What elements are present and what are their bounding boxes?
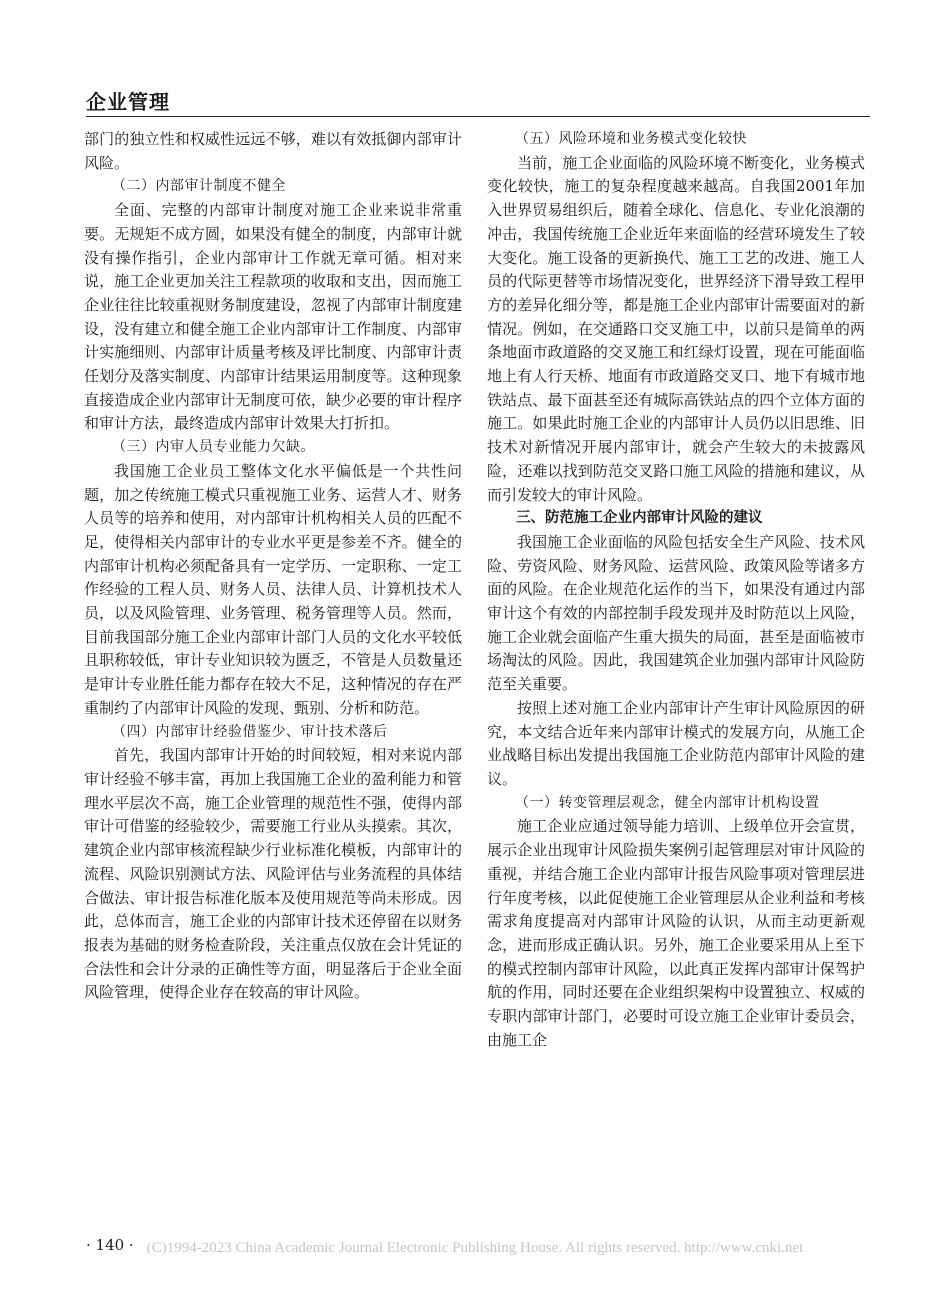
left-column	[84, 128, 462, 1005]
right-column	[487, 128, 865, 1052]
running-header	[86, 84, 870, 117]
section-heading: （一）转变管理层观念，健全内部审计机构设置	[515, 794, 820, 811]
page-number: · 140 ·	[86, 1236, 134, 1254]
paragraph: 全面、完整的内部审计制度对施工企业来说非常重要。无规矩不成方圆，如果没有健全的制度，内部审计就没有操作指引，企业内部审计工作就无章可循。相对来说，施工企业更加关注工程款项的收取和支出，因而施工企业往往比较重视财务制度建设，忽视了内部审计制度建设，没有建立和健全施工企业内部审计工作制度、内部审计实施细则、内部审计质量考核及评比制度、内部审计责任划分及落实制度、内部审计结果运用制度等。这种现象直接造成企业内部审计无制度可依，缺少必要的审计程序和审计方法，最终造成内部审计效果大打折扣。	[84, 201, 462, 433]
section-heading: （五）风险环境和业务模式变化较快	[515, 131, 747, 147]
paragraph: 部门的独立性和权威性远远不够，难以有效抵御内部审计风险。	[84, 130, 462, 172]
section-heading: （四）内部审计经验借鉴少、审计技术落后	[112, 723, 388, 740]
copyright-footer: (C)1994-2023 China Academic Journal Electronic Publishing House. All rights reserved. http://www.cnki.net	[146, 1240, 804, 1256]
paragraph: 我国施工企业员工整体文化水平偏低是一个共性问题，加之传统施工模式只重视施工业务、运营人才、财务人员等的培养和使用，对内部审计机构相关人员的匹配不足，使得相关内部审计的专业水平更是参差不齐。健全的内部审计机构必须配备具有一定学历、一定职称、一定工作经验的工程人员、财务人员、法律人员、计算机技术人员，以及风险管理、业务管理、税务管理等人员。然而，目前我国部分施工企业内部审计部门人员的文化水平较低且职称较低，审计专业知识较为匮乏，不管是人员数量还是审计专业胜任能力都存在较大不足，这种情况的存在严重制约了内部审计风险的发现、甄别、分析和防范。	[84, 461, 462, 717]
paragraph: 当前，施工企业面临的风险环境不断变化，业务模式变化较快，施工的复杂程度越来越高。自我国2001年加入世界贸易组织后，随着全球化、信息化、专业化浪潮的冲击，我国传统施工企业近年来面临的经营环境发生了较大变化。施工设备的更新换代、施工工艺的改进、施工人员的代际更替等市场情况变化，世界经济下滑导致工程甲方的差异化细分等，都是施工企业内部审计需要面对的新情况。例如，在交通路口交叉施工中，以前只是简单的两条地面市政道路的交叉施工和红绿灯设置，现在可能面临地上有人行天桥、地面有市政道路交叉口、地下有城市地铁站点、最下面甚至还有城际高铁站点的四个立体方面的施工。如果此时施工企业的内部审计人员仍以旧思维、旧技术对新情况开展内部审计，就会产生较大的未披露风险，还难以找到防范交叉路口施工风险的措施和建议，从而引发较大的审计风险。	[487, 153, 865, 504]
paragraph: 首先，我国内部审计开始的时间较短，相对来说内部审计经验不够丰富，再加上我国施工企业的盈利能力和管理水平层次不高，施工企业管理的规范性不强，使得内部审计可借鉴的经验较少，需要施工行业从头摸索。其次，建筑企业内部审核流程缺少行业标准化模板，内部审计的流程、风险识别测试方法、风险评估与业务流程的具体结合做法、审计报告标准化版本及使用规范等尚未形成。因此，总体而言，施工企业的内部审计技术还停留在以财务报表为基础的财务检查阶段，关注重点仅放在会计凭证的合法性和会计分录的正确性等方面，明显落后于企业全面风险管理，使得企业存在较高的审计风险。	[84, 746, 462, 1002]
major-heading: 三、防范施工企业内部审计风险的建议	[516, 510, 763, 527]
section-heading: （二）内部审计制度不健全	[112, 178, 286, 195]
paragraph: 我国施工企业面临的风险包括安全生产风险、技术风险、劳资风险、财务风险、运营风险、政策风险等诸多方面的风险。在企业规范化运作的当下，如果没有通过内部审计这个有效的内部控制手段发现并及时防范以上风险，施工企业就会面临产生重大损失的局面，甚至是面临被市场淘汰的风险。因此，我国建筑企业加强内部审计风险防范至关重要。	[487, 532, 865, 694]
journal-section-title: 企业管理	[86, 90, 170, 114]
paragraph: 施工企业应通过领导能力培训、上级单位开会宣贯，展示企业出现审计风险损失案例引起管理层对审计风险的重视，并结合施工企业内部审计报告风险事项对管理层进行年度考核，以此促使施工企业管理层从企业利益和考核需求角度提高对内部审计风险的认识，从而主动更新观念，进而形成正确认识。另外，施工企业要采用从上至下的模式控制内部审计风险，以此真正发挥内部审计保驾护航的作用，同时还要在企业组织架构中设置独立、权威的专职内部审计部门，必要时可设立施工企业审计委员会，由施工企	[487, 817, 865, 1049]
paragraph: 按照上述对施工企业内部审计产生审计风险原因的研究，本文结合近年来内部审计模式的发展方向，从施工企业战略目标出发提出我国施工企业防范内部审计风险的建议。	[487, 698, 865, 788]
section-heading: （三）内审人员专业能力欠缺。	[112, 439, 315, 456]
